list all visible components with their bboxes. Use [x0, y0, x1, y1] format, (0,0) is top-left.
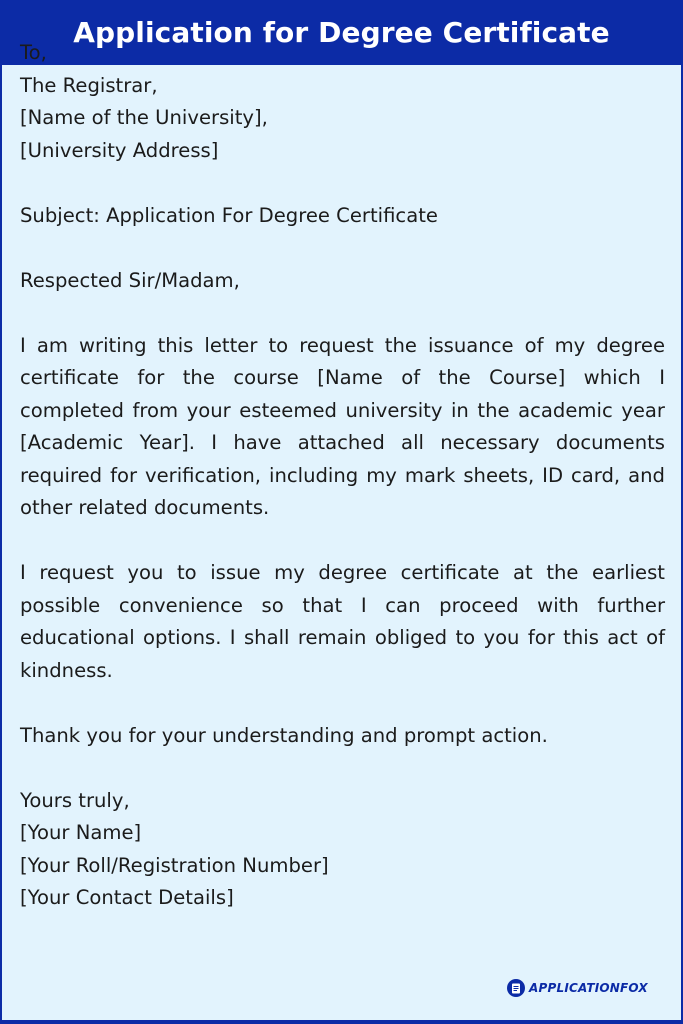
document-icon — [507, 979, 525, 997]
letter-body — [20, 37, 665, 915]
closing-line: [Your Roll/Registration Number] — [20, 853, 329, 877]
salutation: Respected Sir/Madam, — [20, 268, 240, 292]
closing-line: [Your Contact Details] — [20, 886, 234, 909]
thanks-line: Thank you for your understanding and prompt action. — [20, 723, 548, 747]
logo-text: APPLICATIONFOX — [529, 981, 648, 995]
body-paragraph: I am writing this letter to request the issuance of my degree certificate for the course [Name of the Course] which I completed from your esteemed university in the academic year [Academic Year]. I have attached all necessary documents required for verification, including my mark sheets, ID card, and other related documents. — [20, 333, 665, 519]
closing-line: [Your Name] — [20, 821, 142, 844]
page-title: Application for Degree Certificate — [73, 16, 610, 49]
address-line: The Registrar, — [20, 73, 158, 97]
recipient-address — [20, 37, 665, 167]
address-line: [University Address] — [20, 138, 219, 162]
footer-border — [0, 1020, 683, 1024]
signature-block — [20, 785, 665, 915]
applicationfox-logo — [507, 979, 648, 997]
body-paragraph: I request you to issue my degree certificate at the earliest possible convenience so that I can proceed with further educational options. I shall remain obliged to you for this act of kindness. — [20, 561, 665, 682]
closing-line: Yours truly, — [20, 788, 130, 812]
subject-line: Subject: Application For Degree Certificate — [20, 203, 438, 227]
address-line: [Name of the University], — [20, 106, 268, 129]
address-line: To, — [20, 41, 47, 64]
